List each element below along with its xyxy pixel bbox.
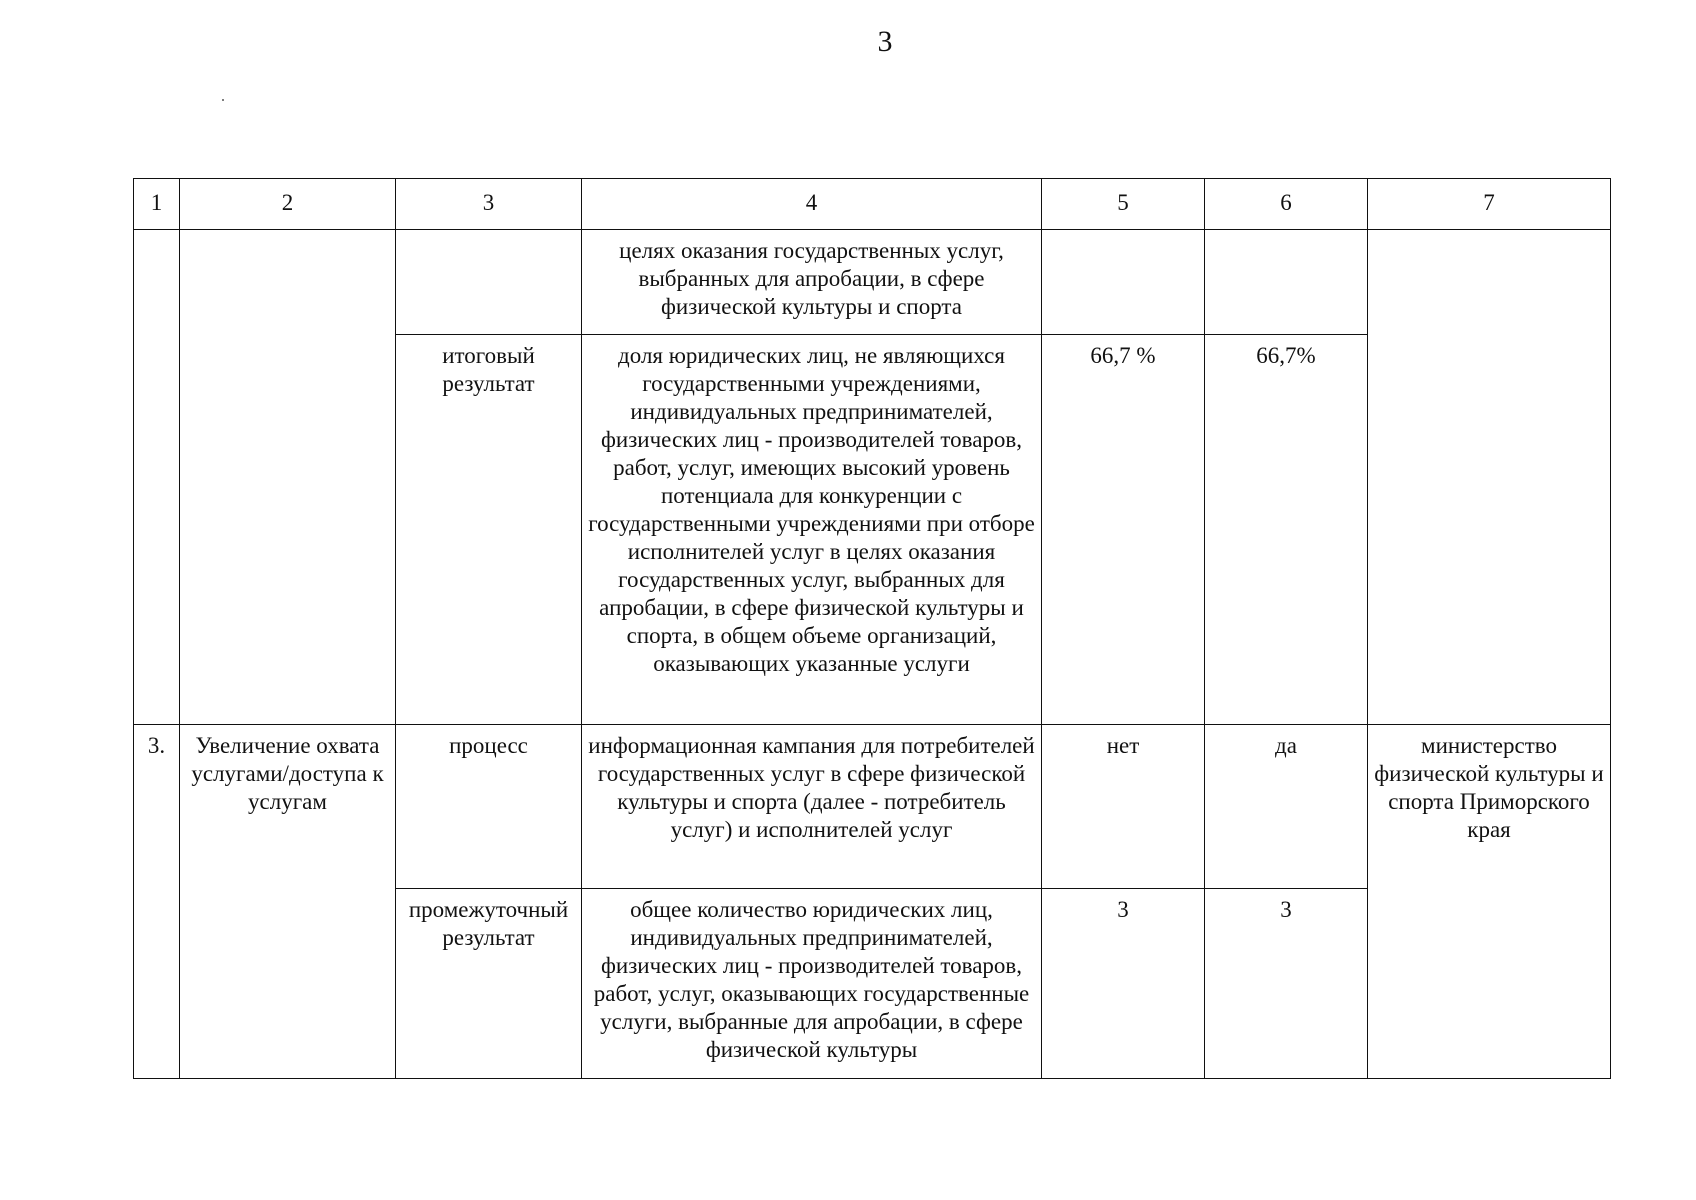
target-value-cell bbox=[1205, 230, 1368, 335]
result-type-cell: итоговый результат bbox=[396, 335, 582, 725]
indicator-cell: общее количество юридических лиц, индивидуальных предпринимателей, физических лиц - производителей товаров, работ, услуг, оказывающих государственные услуги, выбранные для апробации, в сфере физической культуры bbox=[582, 889, 1042, 1079]
indicators-table bbox=[133, 178, 1611, 1079]
header-cell: 5 bbox=[1042, 179, 1205, 230]
header-cell: 1 bbox=[134, 179, 180, 230]
target-value-cell: 66,7% bbox=[1205, 335, 1368, 725]
indicator-cell: информационная кампания для потребителей государственных услуг в сфере физической культуры и спорта (далее - потребитель услуг) и исполнителей услуг bbox=[582, 725, 1042, 889]
base-value-cell: нет bbox=[1042, 725, 1205, 889]
header-cell: 7 bbox=[1368, 179, 1611, 230]
table-row bbox=[134, 230, 1611, 335]
page-number: 3 bbox=[877, 25, 893, 58]
result-type-cell bbox=[396, 230, 582, 335]
responsible-cell bbox=[1368, 230, 1611, 725]
header-cell: 4 bbox=[582, 179, 1042, 230]
result-type-cell: промежуточный результат bbox=[396, 889, 582, 1079]
base-value-cell: 3 bbox=[1042, 889, 1205, 1079]
task-cell bbox=[180, 230, 396, 725]
indicator-cell: доля юридических лиц, не являющихся государственными учреждениями, индивидуальных предпринимателей, физических лиц - производителей товаров, работ, услуг, имеющих высокий уровень потенциала для конкуренции с государственными учреждениями при отборе исполнителей услуг в целях оказания государственных услуг, выбранных для апробации, в сфере физической культуры и спорта, в общем объеме организаций, оказывающих указанные услуги bbox=[582, 335, 1042, 725]
row-number-cell bbox=[134, 230, 180, 725]
target-value-cell: да bbox=[1205, 725, 1368, 889]
header-cell: 6 bbox=[1205, 179, 1368, 230]
row-number-cell: 3. bbox=[134, 725, 180, 1079]
header-cell: 3 bbox=[396, 179, 582, 230]
table-row bbox=[134, 725, 1611, 889]
base-value-cell: 66,7 % bbox=[1042, 335, 1205, 725]
header-cell: 2 bbox=[180, 179, 396, 230]
result-type-cell: процесс bbox=[396, 725, 582, 889]
scan-speck bbox=[222, 99, 224, 101]
table-header-row bbox=[134, 179, 1611, 230]
indicator-cell: целях оказания государственных услуг, выбранных для апробации, в сфере физической культуры и спорта bbox=[582, 230, 1042, 335]
target-value-cell: 3 bbox=[1205, 889, 1368, 1079]
task-cell: Увеличение охвата услугами/доступа к услугам bbox=[180, 725, 396, 1079]
base-value-cell bbox=[1042, 230, 1205, 335]
responsible-cell: министерство физической культуры и спорта Приморского края bbox=[1368, 725, 1611, 1079]
